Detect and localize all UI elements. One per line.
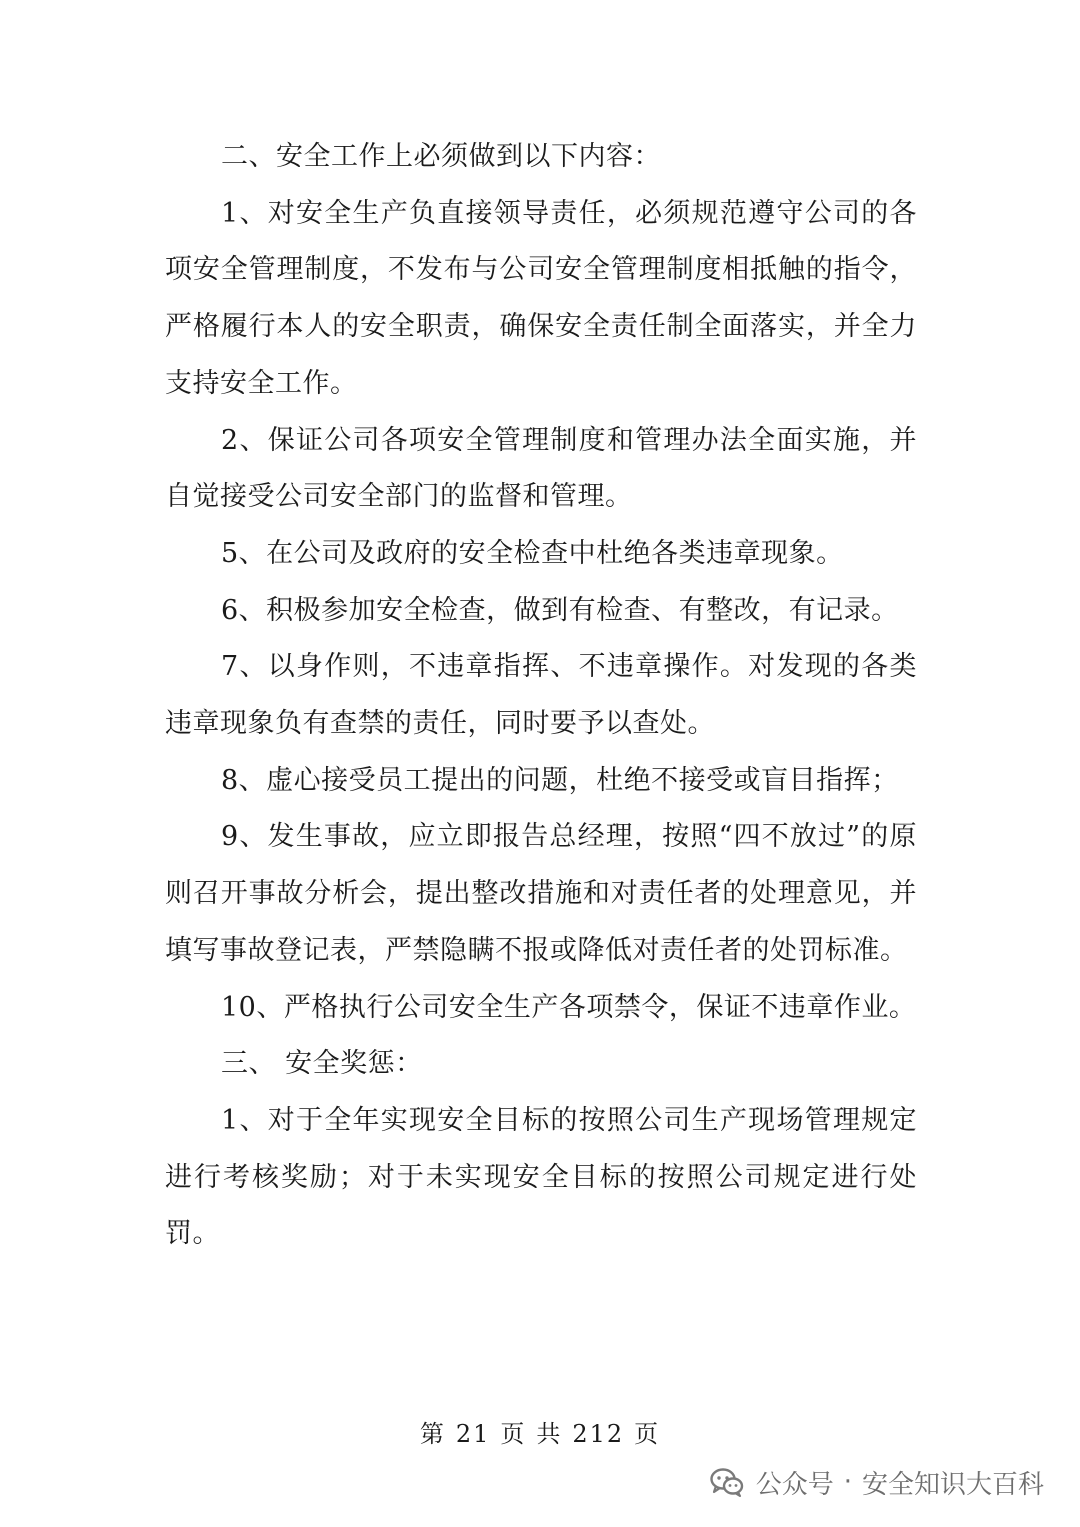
item-2: 2、保证公司各项安全管理制度和管理办法全面实施，并自觉接受公司安全部门的监督和管理。 <box>165 424 917 513</box>
item-5: 5、在公司及政府的安全检查中杜绝各类违章现象。 <box>221 537 844 569</box>
item-8: 8、虚心接受员工提出的问题，杜绝不接受或盲目指挥； <box>221 764 899 796</box>
total-page-count: 212 <box>572 1420 625 1448</box>
section-heading-3: 三、 安全奖惩： <box>221 1048 423 1080</box>
reward-item-1: 1、对于全年实现安全目标的按照公司生产现场管理规定进行考核奖励；对于未实现安全目标的按照公司规定进行处罚。 <box>165 1104 917 1250</box>
item-9: 9、发生事故，应立即报告总经理，按照“四不放过”的原则召开事故分析会，提出整改措施和对责任者的处理意见，并填写事故登记表，严禁隐瞒不报或降低对责任者的处罚标准。 <box>165 821 917 966</box>
wechat-icon <box>710 1467 744 1497</box>
document-body <box>165 129 917 1263</box>
watermark-account-name: 安全知识大百科 <box>861 1469 1044 1500</box>
footer-label-ye: 页 <box>500 1420 527 1448</box>
watermark <box>710 1460 1044 1504</box>
item-7: 7、以身作则，不违章指挥、不违章操作。对发现的各类违章现象负有查禁的责任，同时要予以查处。 <box>165 651 917 740</box>
page-footer <box>0 1414 1080 1449</box>
footer-label-ye-end: 页 <box>634 1420 661 1448</box>
item-6: 6、积极参加安全检查，做到有检查、有整改，有记录。 <box>221 594 899 626</box>
current-page-number: 21 <box>455 1420 491 1448</box>
footer-label-gong: 共 <box>536 1420 563 1448</box>
watermark-separator: · <box>843 1467 852 1497</box>
item-10: 10、严格执行公司安全生产各项禁令，保证不违章作业。 <box>221 991 917 1023</box>
footer-label-di: 第 <box>419 1420 446 1448</box>
section-heading-2: 二、安全工作上必须做到以下内容： <box>221 141 661 172</box>
watermark-prefix: 公众号 <box>755 1469 834 1500</box>
item-1: 1、对安全生产负直接领导责任，必须规范遵守公司的各项安全管理制度，不发布与公司安全管理制度相抵触的指令，严格履行本人的安全职责，确保安全责任制全面落实，并全力支持安全工作。 <box>165 197 917 399</box>
